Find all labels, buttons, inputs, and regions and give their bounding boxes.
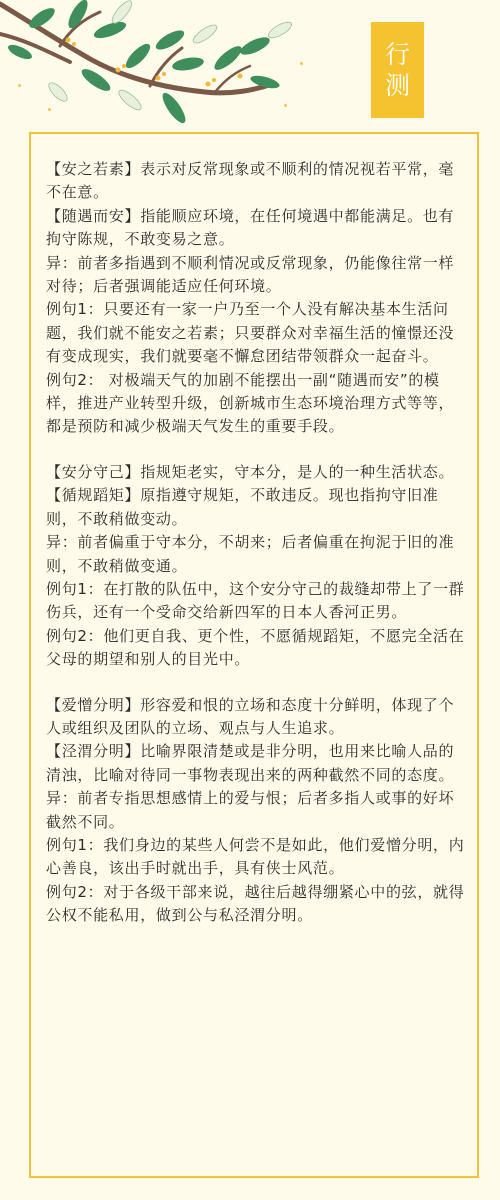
decor-dot xyxy=(284,104,287,107)
text-line: 异：前者偏重于守本分，不胡来；后者偏重在拘泥于旧的准则，不敢稍做变通。 xyxy=(46,533,455,575)
title-char: 测 xyxy=(384,71,410,100)
decor-dot xyxy=(48,108,51,111)
text-line: 例句2：他们更自我、更个性，不愿循规蹈矩，不愿完全活在父母的期望和别人的目光中。 xyxy=(46,626,465,669)
text-line: 【安之若素】表示对反常现象或不顺利的情况视若平常，毫不在意。 xyxy=(46,160,455,202)
decor-dot xyxy=(18,84,21,87)
section-gap xyxy=(46,672,466,694)
title-badge xyxy=(371,22,424,118)
decor-dot xyxy=(300,62,303,65)
text-line: 异：前者专指思想感情上的爱与恨；后者多指人或事的好坏截然不同。 xyxy=(46,789,455,831)
text-line: 例句1：在打散的队伍中，这个安分守己的裁缝却带上了一群伤兵，还有一个受命交给新四军的日本人香河正男。 xyxy=(46,579,465,622)
text-line: 例句2： 对极端天气的加剧不能摆出一副“随遇而安”的模样，推进产业转型升级，创新城市生态环境治理方式等等，都是预防和减少极端天气发生的重要手段。 xyxy=(46,370,455,436)
text-line: 异：前者多指遇到不顺利情况或反常现象，仍能像往常一样对待；后者强调能适应任何环境。 xyxy=(46,253,455,296)
text-line: 例句2：对于各级干部来说，越往后越得绷紧心中的弦，就得公权不能私用，做到公与私泾渭分明。 xyxy=(46,882,465,925)
osmanthus-branch-illustration xyxy=(0,0,300,130)
title-char: 行 xyxy=(384,40,410,69)
text-line: 例句1：我们身边的某些人何尝不是如此，他们爱憎分明，内心善良，该出手时就出手，具有侠士风范。 xyxy=(46,835,465,878)
section-gap xyxy=(46,439,466,461)
text-line: 【随遇而安】指能顺应环境，在任何境遇中都能满足。也有拘守陈规，不敢变易之意。 xyxy=(46,206,455,249)
section-3 xyxy=(46,694,466,928)
text-line: 例句1：只要还有一家一户乃至一个人没有解决基本生活问题，我们就不能安之若素；只要群众对幸福生活的憧憬还没有变成现实，我们就要毫不懈怠团结带领群众一起奋斗。 xyxy=(46,300,455,366)
text-line: 【循规蹈矩】原指遵守规矩，不敢违反。现也指拘守旧准则，不敢稍做变动。 xyxy=(46,486,439,528)
section-1 xyxy=(46,158,466,439)
content-body xyxy=(46,158,466,928)
section-2 xyxy=(46,461,466,672)
text-line: 【爱憎分明】形容爱和恨的立场和态度十分鲜明，体现了个人或组织及团队的立场、观点与人生追求。 xyxy=(46,695,455,737)
text-line: 【安分守己】指规矩老实，守本分，是人的一种生活状态。 xyxy=(46,462,455,481)
text-line: 【泾渭分明】比喻界限清楚或是非分明，也用来比喻人品的清浊，比喻对待同一事物表现出来的两种截然不同的态度。 xyxy=(46,742,455,784)
